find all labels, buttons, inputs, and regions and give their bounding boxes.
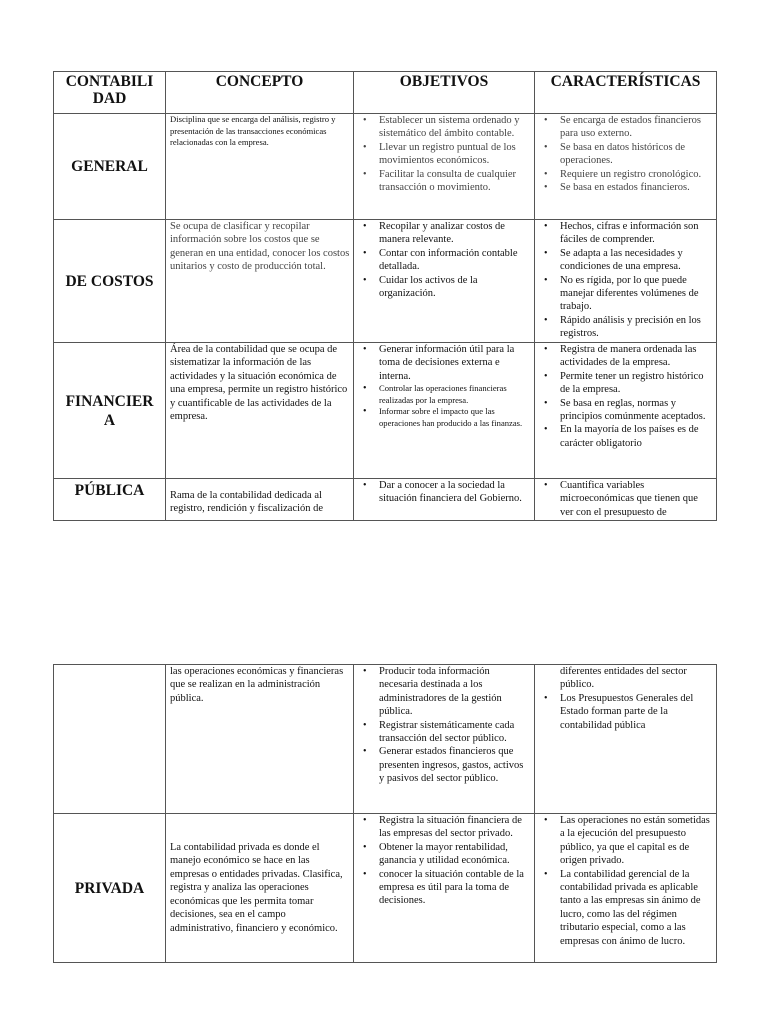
- objetivos-financiera: [354, 343, 535, 479]
- list-item: • Registra de manera ordenada las actividades de la empresa.: [560, 343, 713, 370]
- list-item: • En la mayoría de los países es de carácter obligatorio: [560, 423, 713, 450]
- list-item: • Llevar un registro puntual de los movimientos económicos.: [379, 141, 531, 168]
- concepto-financiera: Área de la contabilidad que se ocupa de sistematizar la información de las actividades y la situación económica de una empresa, permite un registro histórico y cuantificable de las actividades de la empresa.: [166, 343, 354, 479]
- concepto-publica-text: Rama de la contabilidad dedicada al registro, rendición y fiscalización de: [170, 490, 324, 515]
- list-item: • Los Presupuestos Generales del Estado forman parte de la contabilidad pública: [560, 692, 713, 732]
- list-item: • Dar a conocer a la sociedad la situación financiera del Gobierno.: [379, 479, 531, 506]
- caracteristicas-financiera: [535, 343, 717, 479]
- list-item: • Informar sobre el impacto que las operaciones han producido a las finanzas.: [379, 406, 531, 429]
- concepto-general: Disciplina que se encarga del análisis, registro y presentación de las transacciones económicas relacionadas con la empresa.: [166, 114, 354, 220]
- list-item: • Producir toda información necesaria destinada a los administradores de la gestión pública.: [379, 665, 531, 719]
- objetivos-privada: [354, 814, 535, 963]
- objetivos-publica-part2: [354, 665, 535, 814]
- caracteristicas-publica-continued: diferentes entidades del sector público.: [560, 666, 687, 691]
- list-item: • Generar información útil para la toma de decisiones externa e interna.: [379, 343, 531, 383]
- list-item: • Permite tener un registro histórico de la empresa.: [560, 370, 713, 397]
- header-row: [54, 72, 717, 114]
- list-item: • Obtener la mayor rentabilidad, ganancia y utilidad económica.: [379, 841, 531, 868]
- row-label-privada: PRIVADA: [54, 814, 166, 963]
- header-objetivos: OBJETIVOS: [354, 72, 535, 114]
- row-label-financiera: FINANCIER A: [54, 343, 166, 479]
- table-row-financiera: [54, 343, 717, 479]
- table-row-costos: [54, 220, 717, 343]
- row-label-general: GENERAL: [54, 114, 166, 220]
- list-item: • Recopilar y analizar costos de manera relevante.: [379, 220, 531, 247]
- caracteristicas-costos: [535, 220, 717, 343]
- list-item: • Se encarga de estados financieros para uso externo.: [560, 114, 713, 141]
- list-item: • Las operaciones no están sometidas a la ejecución del presupuesto público, ya que el capital es de origen privado.: [560, 814, 713, 868]
- list-item: • Cuantifica variables microeconómicas que tienen que ver con el presupuesto de: [560, 479, 713, 517]
- list-item: • Registrar sistemáticamente cada transacción del sector público.: [379, 719, 531, 746]
- concepto-publica-part2: las operaciones económicas y financieras que se realizan en la administración pública.: [166, 665, 354, 814]
- table-row-publica-part1: [54, 479, 717, 521]
- list-item: • conocer la situación contable de la empresa es útil para la toma de decisiones.: [379, 868, 531, 908]
- list-item: • Rápido análisis y precisión en los registros.: [560, 314, 713, 341]
- list-item: • Controlar las operaciones financieras realizadas por la empresa.: [379, 383, 531, 406]
- header-concepto: CONCEPTO: [166, 72, 354, 114]
- list-item: • Establecer un sistema ordenado y sistemático del ámbito contable.: [379, 114, 531, 141]
- caracteristicas-publica-part1: [535, 479, 717, 521]
- concepto-costos: Se ocupa de clasificar y recopilar información sobre los costos que se generan en una entidad, conocer los costos unitarios y costo de producción total.: [166, 220, 354, 343]
- objetivos-general: [354, 114, 535, 220]
- header-caracteristicas: CARACTERÍSTICAS: [535, 72, 717, 114]
- list-item: • Se basa en datos históricos de operaciones.: [560, 141, 713, 168]
- list-item: • Se basa en estados financieros.: [560, 181, 713, 194]
- list-item: • Cuidar los activos de la organización.: [379, 274, 531, 301]
- list-item: • No es rígida, por lo que puede manejar diferentes volúmenes de trabajo.: [560, 274, 713, 314]
- table-row-publica-part2: [54, 665, 717, 814]
- table-row-privada: [54, 814, 717, 963]
- accounting-table-page-1: [53, 71, 717, 521]
- list-item: • Se adapta a las necesidades y condiciones de una empresa.: [560, 247, 713, 274]
- row-label-publica: PÚBLICA: [54, 479, 166, 521]
- list-item: • Registra la situación financiera de las empresas del sector privado.: [379, 814, 531, 841]
- list-item: • Se basa en reglas, normas y principios comúnmente aceptados.: [560, 397, 713, 424]
- list-item: • Facilitar la consulta de cualquier transacción o movimiento.: [379, 168, 531, 195]
- table-row-general: [54, 114, 717, 220]
- list-item: • Generar estados financieros que presenten ingresos, gastos, activos y pasivos del sector público.: [379, 745, 531, 785]
- caracteristicas-publica-part2: [535, 665, 717, 814]
- list-item: • Contar con información contable detallada.: [379, 247, 531, 274]
- row-label-costos: DE COSTOS: [54, 220, 166, 343]
- header-contabilidad: CONTABILI DAD: [54, 72, 166, 114]
- caracteristicas-general: [535, 114, 717, 220]
- list-item: • Hechos, cifras e información son fáciles de comprender.: [560, 220, 713, 247]
- row-label-publica-cont: [54, 665, 166, 814]
- concepto-publica-part1: [166, 479, 354, 521]
- objetivos-costos: [354, 220, 535, 343]
- objetivos-publica-part1: [354, 479, 535, 521]
- list-item: • Requiere un registro cronológico.: [560, 168, 713, 181]
- list-item: • La contabilidad gerencial de la contabilidad privada es aplicable tanto a las empresas sin ánimo de lucro, como las del régimen tributario especial, como a las empresas con ánimo de lucro.: [560, 868, 713, 948]
- caracteristicas-privada: [535, 814, 717, 963]
- accounting-table-page-2: [53, 664, 717, 963]
- concepto-privada: La contabilidad privada es donde el manejo económico se hace en las empresas o entidades privadas. Clasifica, registra y analiza las operaciones económicas que les permita tomar decisiones, sea en el campo administrativo, financiero y económico.: [166, 814, 354, 963]
